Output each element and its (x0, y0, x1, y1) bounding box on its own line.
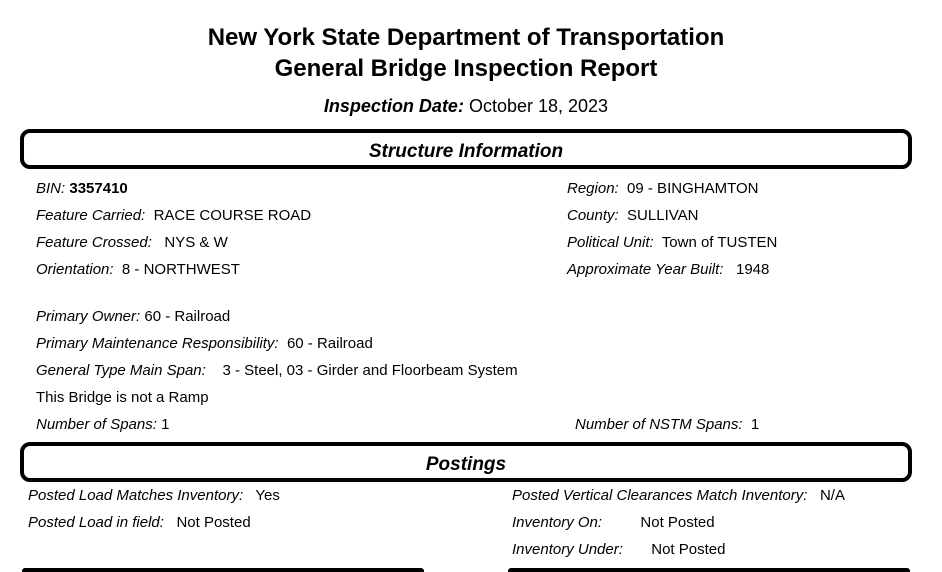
orientation-label: Orientation: (36, 261, 114, 278)
feature-crossed-label: Feature Crossed: (36, 234, 152, 251)
political-unit-label: Political Unit: (567, 234, 654, 251)
inventory-on-field (512, 514, 715, 531)
orientation-value: 8 - NORTHWEST (121, 261, 240, 278)
next-section-box-left-edge (22, 568, 424, 572)
feature-crossed-value: NYS & W (164, 234, 228, 251)
feature-crossed-field (36, 234, 228, 251)
primary-maintenance-label: Primary Maintenance Responsibility: (36, 335, 279, 352)
number-of-spans-label: Number of Spans: (36, 416, 157, 433)
inspection-date-value: October 18, 2023 (468, 96, 609, 116)
number-of-spans-field (36, 416, 169, 433)
year-built-label: Approximate Year Built: (567, 261, 724, 278)
inspection-date-label: Inspection Date: (323, 96, 464, 116)
feature-carried-value: RACE COURSE ROAD (153, 207, 312, 224)
primary-owner-field (36, 308, 230, 325)
posted-load-field-value: Not Posted (176, 514, 251, 531)
primary-maintenance-field (36, 335, 373, 352)
bin-label: BIN: (36, 180, 66, 197)
political-unit-field (567, 234, 777, 251)
posted-load-field-label: Posted Load in field: (28, 514, 164, 531)
posted-load-matches-field (28, 487, 280, 504)
posted-load-matches-value: Yes (255, 487, 280, 504)
inventory-on-value: Not Posted (640, 514, 715, 531)
posted-load-matches-label: Posted Load Matches Inventory: (28, 487, 244, 504)
inventory-under-field (512, 541, 725, 558)
general-type-label: General Type Main Span: (36, 362, 206, 379)
political-unit-value: Town of TUSTEN (661, 234, 778, 251)
year-built-value: 1948 (736, 261, 770, 278)
county-value: SULLIVAN (627, 207, 699, 224)
inventory-under-label: Inventory Under: (512, 541, 623, 558)
county-label: County: (567, 207, 619, 224)
report-agency-title: New York State Department of Transportation (207, 24, 725, 51)
primary-owner-value: 60 - Railroad (144, 308, 231, 325)
vertical-clearance-field (512, 487, 845, 504)
general-type-field (36, 362, 518, 379)
inspection-date (0, 96, 932, 117)
region-value: 09 - BINGHAMTON (627, 180, 759, 197)
nstm-spans-field (575, 416, 759, 433)
structure-information-title: Structure Information (368, 141, 564, 162)
postings-header (20, 442, 912, 482)
bin-field (36, 180, 128, 197)
feature-carried-field (36, 207, 311, 224)
vertical-clearance-label: Posted Vertical Clearances Match Inventory: (512, 487, 808, 504)
primary-owner-label: Primary Owner: (36, 308, 141, 325)
general-type-value: 3 - Steel, 03 - Girder and Floorbeam System (222, 362, 518, 379)
region-label: Region: (567, 180, 619, 197)
number-of-spans-value: 1 (161, 416, 170, 433)
next-section-box-right-edge (508, 568, 910, 572)
postings-title: Postings (425, 454, 507, 475)
report-title: General Bridge Inspection Report (274, 55, 658, 82)
nstm-spans-value: 1 (750, 416, 760, 433)
feature-carried-label: Feature Carried: (36, 207, 146, 224)
nstm-spans-label: Number of NSTM Spans: (575, 416, 743, 433)
orientation-field (36, 261, 240, 278)
county-field (567, 207, 698, 224)
ramp-status: This Bridge is not a Ramp (36, 389, 209, 406)
year-built-field (567, 261, 769, 278)
structure-information-header (20, 129, 912, 169)
vertical-clearance-value: N/A (819, 487, 845, 504)
posted-load-field-field (28, 514, 251, 531)
bin-value: 3357410 (69, 180, 128, 197)
inventory-under-value: Not Posted (651, 541, 726, 558)
primary-maintenance-value: 60 - Railroad (286, 335, 373, 352)
region-field (567, 180, 758, 197)
inventory-on-label: Inventory On: (512, 514, 603, 531)
